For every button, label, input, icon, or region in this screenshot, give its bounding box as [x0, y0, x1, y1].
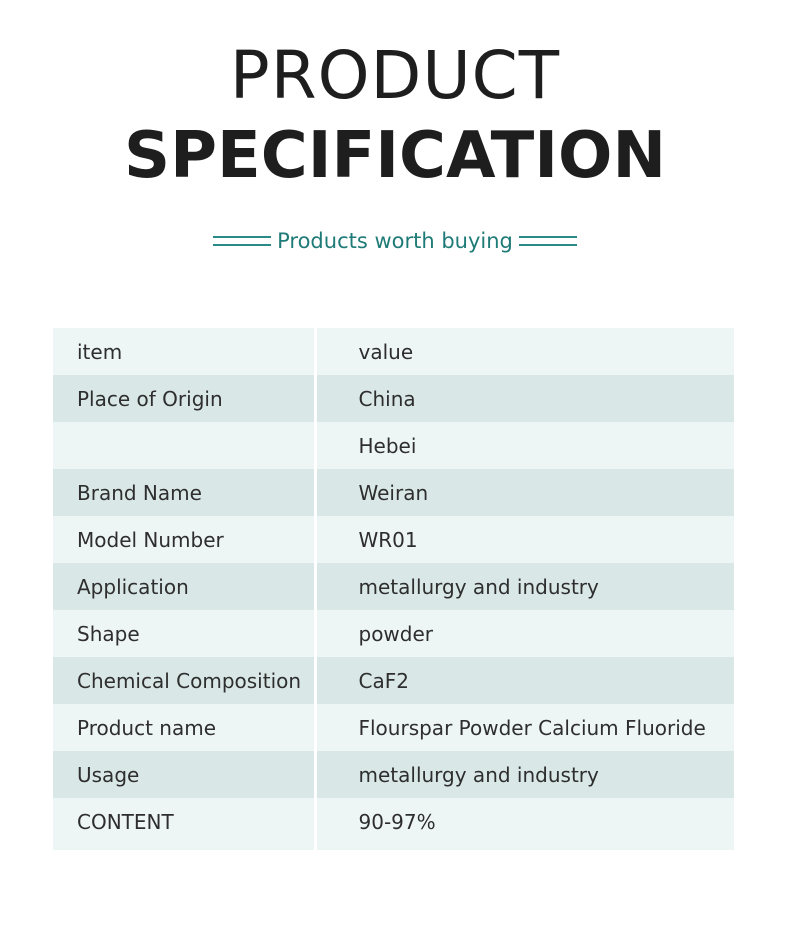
table-cell-value: WR01	[315, 516, 734, 563]
table-cell-value: China	[315, 375, 734, 422]
table-cell-item: Place of Origin	[53, 375, 315, 422]
table-cell-item: Model Number	[53, 516, 315, 563]
table-cell-value: powder	[315, 610, 734, 657]
table-cell-value: Flourspar Powder Calcium Fluoride	[315, 704, 734, 751]
table-cell-item: item	[53, 328, 315, 375]
table-cell-value: 90-97%	[315, 798, 734, 850]
table-cell-value: CaF2	[315, 657, 734, 704]
table-cell-value: Weiran	[315, 469, 734, 516]
table-cell-item: Application	[53, 563, 315, 610]
table-row	[53, 657, 734, 704]
table-cell-item: CONTENT	[53, 798, 315, 850]
table-cell-value: metallurgy and industry	[315, 751, 734, 798]
table-row	[53, 469, 734, 516]
table-row	[53, 798, 734, 850]
table-cell-item: Shape	[53, 610, 315, 657]
right-double-line-decoration	[519, 236, 577, 246]
table-cell-item: Brand Name	[53, 469, 315, 516]
table-row	[53, 375, 734, 422]
table-row	[53, 751, 734, 798]
page-title-line2: SPECIFICATION	[124, 119, 666, 193]
subtitle-row	[0, 226, 790, 256]
left-double-line-decoration	[213, 236, 271, 246]
table-cell-item: Chemical Composition	[53, 657, 315, 704]
table-cell-item	[53, 422, 315, 469]
specification-table	[53, 328, 734, 850]
table-cell-item: Usage	[53, 751, 315, 798]
table-row	[53, 563, 734, 610]
table-cell-value: value	[315, 328, 734, 375]
subtitle: Products worth buying	[277, 229, 513, 253]
table-row	[53, 516, 734, 563]
table-row	[53, 328, 734, 375]
table-cell-value: Hebei	[315, 422, 734, 469]
table-row	[53, 422, 734, 469]
page-title-line1: PRODUCT	[229, 37, 561, 114]
table-row	[53, 704, 734, 751]
table-cell-item: Product name	[53, 704, 315, 751]
table-row	[53, 610, 734, 657]
table-cell-value: metallurgy and industry	[315, 563, 734, 610]
